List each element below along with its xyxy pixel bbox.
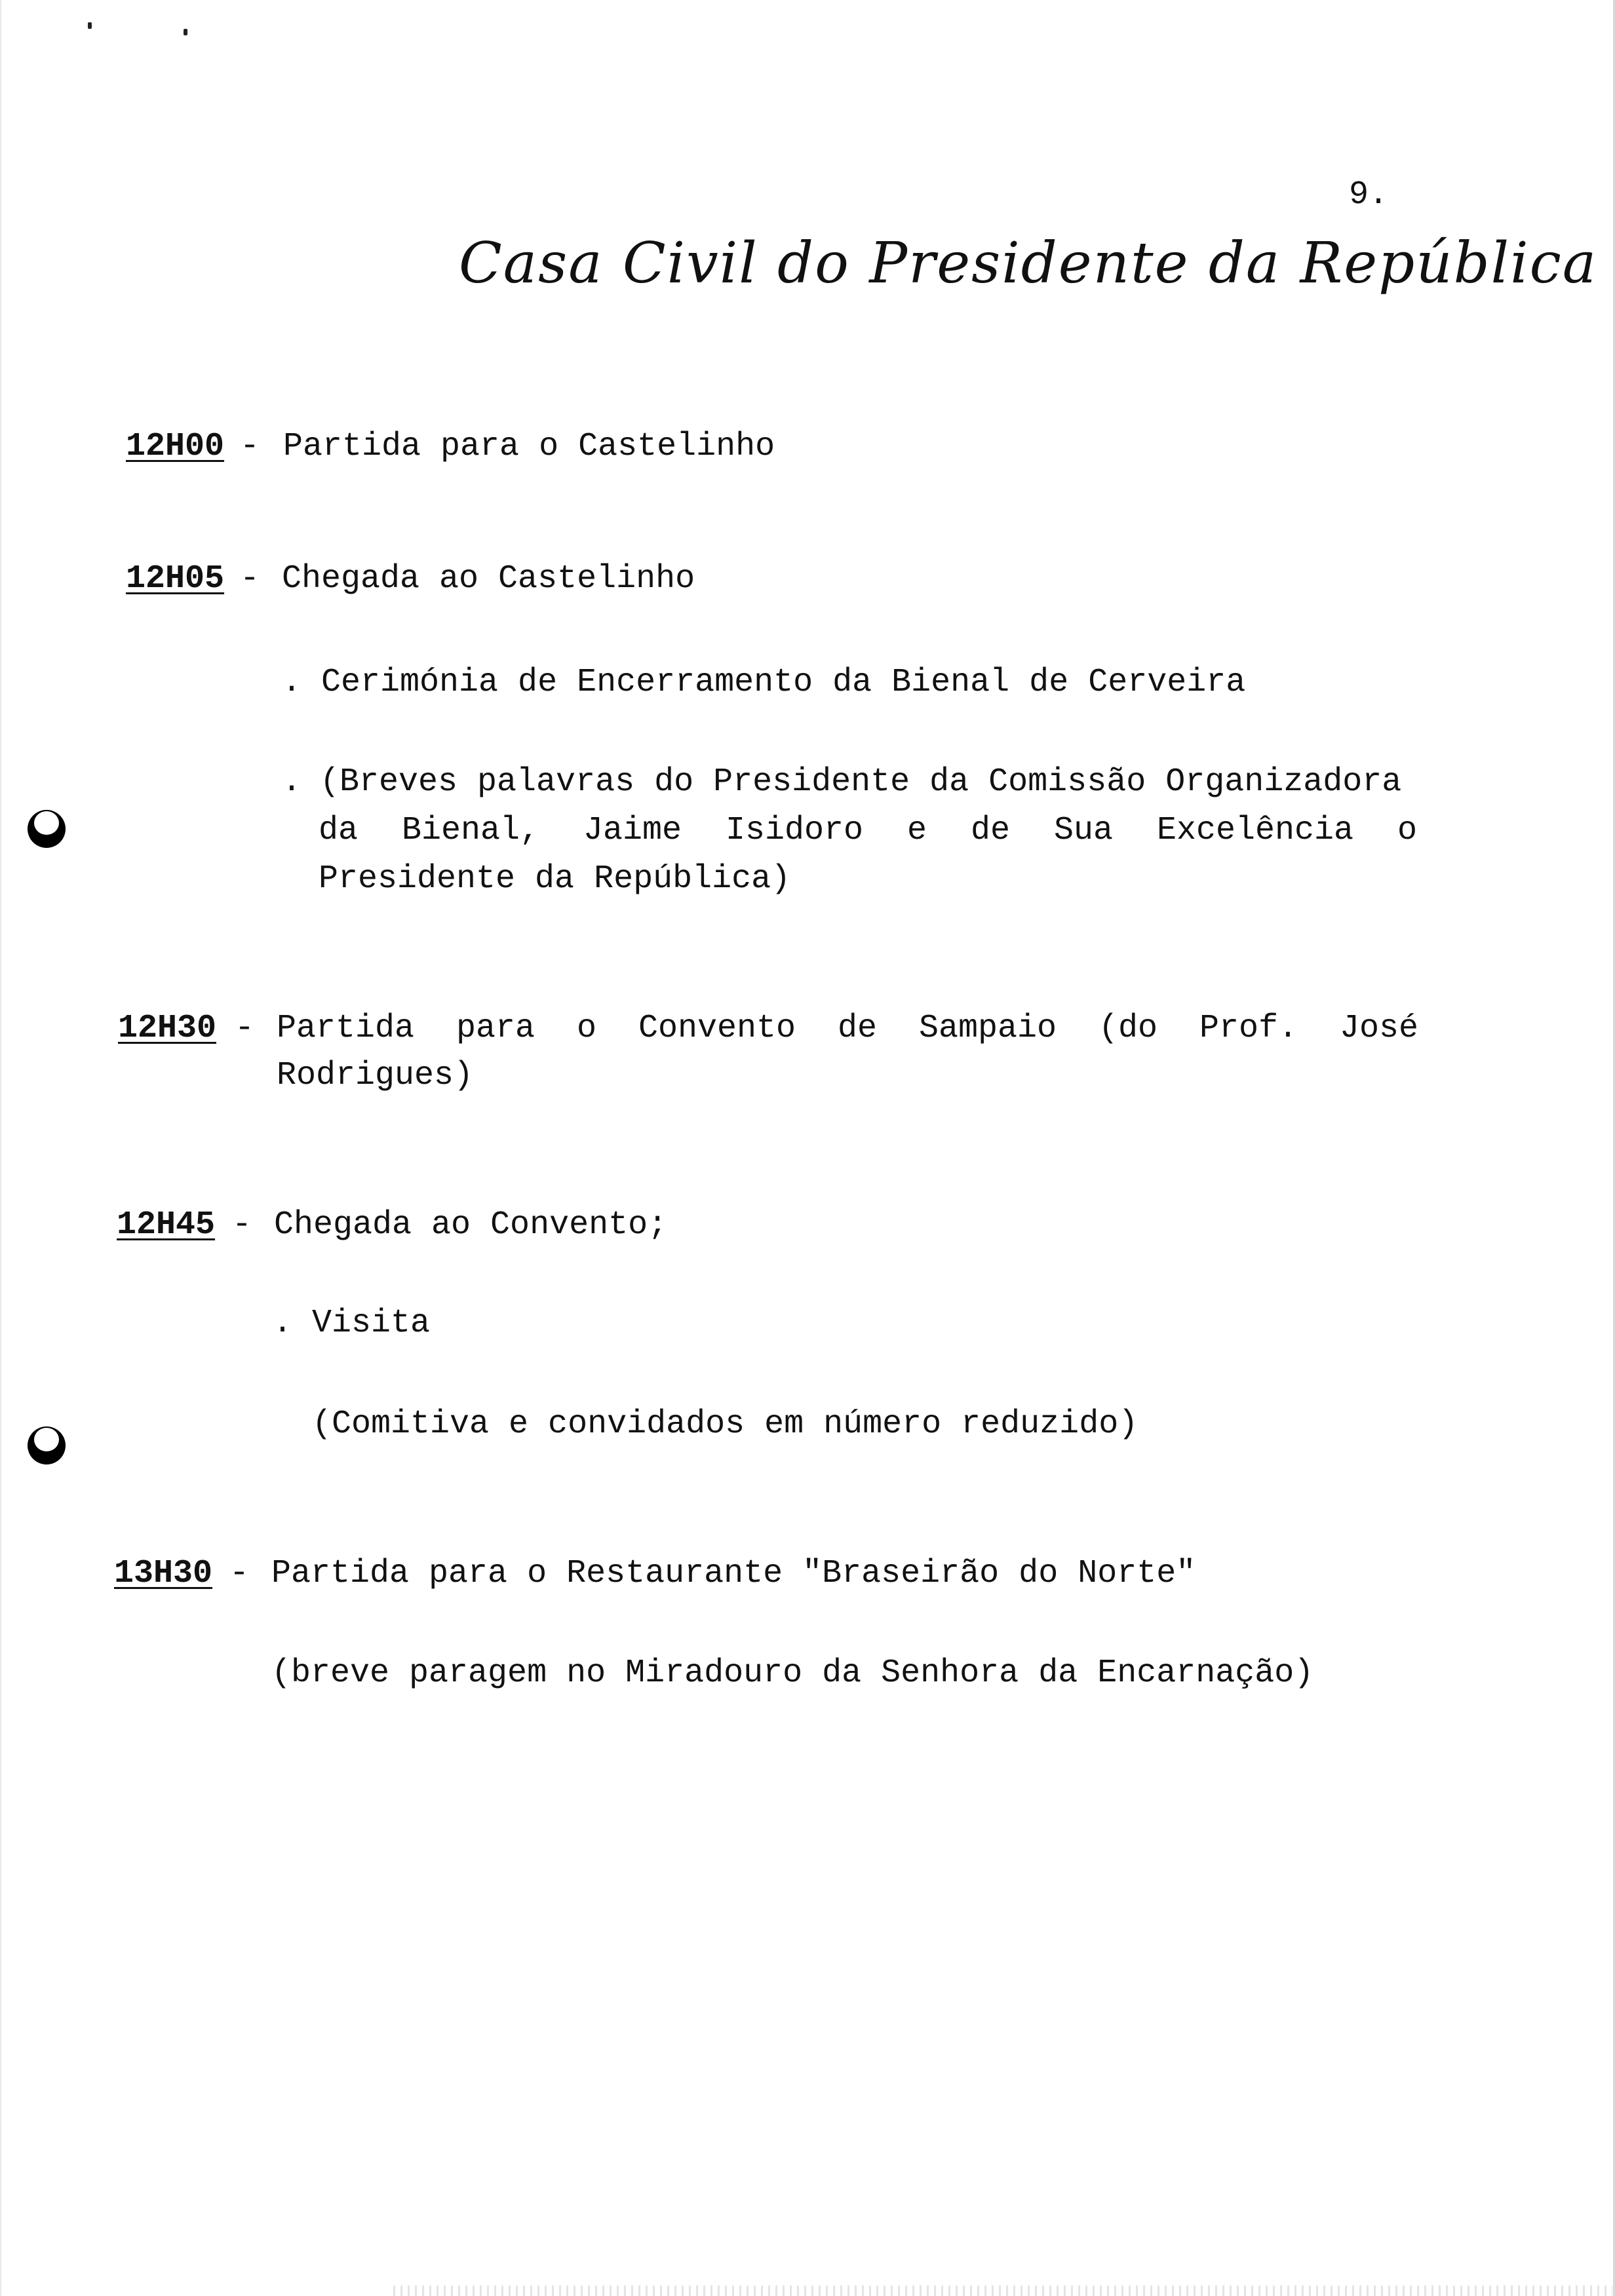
- time-dash: -: [235, 1010, 255, 1047]
- entry-text: Partida para o Convento de Sampaio (do Prof. José: [277, 1010, 1418, 1047]
- speeches-line: da Bienal, Jaime Isidoro e de Sua Excelência o: [319, 812, 1417, 849]
- entry-text-continued: Rodrigues): [277, 1057, 474, 1094]
- stop-note: (breve paragem no Miradouro da Senhora da Encarnação): [271, 1655, 1314, 1692]
- ceremony-item: . Cerimónia de Encerramento da Bienal de Cerveira: [282, 664, 1246, 701]
- scan-speck: [88, 22, 92, 29]
- entry-text: Partida para o Castelinho: [283, 428, 775, 465]
- entry-time: 12H45: [117, 1206, 216, 1244]
- scan-speck: [184, 29, 187, 35]
- entry-time: 12H05: [126, 560, 225, 598]
- letterhead: Casa Civil do Presidente da República: [459, 231, 1598, 296]
- speeches-line: (Breves palavras do Presidente da Comissão Organizadora: [320, 763, 1402, 801]
- time-dash: -: [240, 560, 260, 598]
- entry-time: 13H30: [114, 1555, 213, 1592]
- entry-time: 12H30: [118, 1010, 217, 1047]
- time-dash: -: [240, 428, 260, 465]
- visit-note: (Comitiva e convidados em número reduzido): [312, 1406, 1138, 1443]
- visit-item: . Visita: [273, 1305, 431, 1342]
- scan-bottom-noise: [393, 2286, 1612, 2296]
- speeches-line: Presidente da República): [319, 860, 791, 898]
- entry-text: Chegada ao Castelinho: [282, 560, 695, 598]
- time-dash: -: [229, 1555, 250, 1592]
- punch-hole-icon: [28, 1426, 66, 1464]
- entry-text: Chegada ao Convento;: [274, 1206, 668, 1244]
- time-dash: -: [232, 1206, 252, 1244]
- page-number: 9.: [1349, 176, 1389, 214]
- punch-hole-icon: [28, 810, 66, 848]
- scan-left-edge: [0, 0, 1, 2296]
- entry-text: Partida para o Restaurante "Braseirão do Norte": [271, 1555, 1196, 1592]
- entry-time: 12H00: [126, 428, 225, 465]
- speeches-bullet: .: [282, 763, 302, 801]
